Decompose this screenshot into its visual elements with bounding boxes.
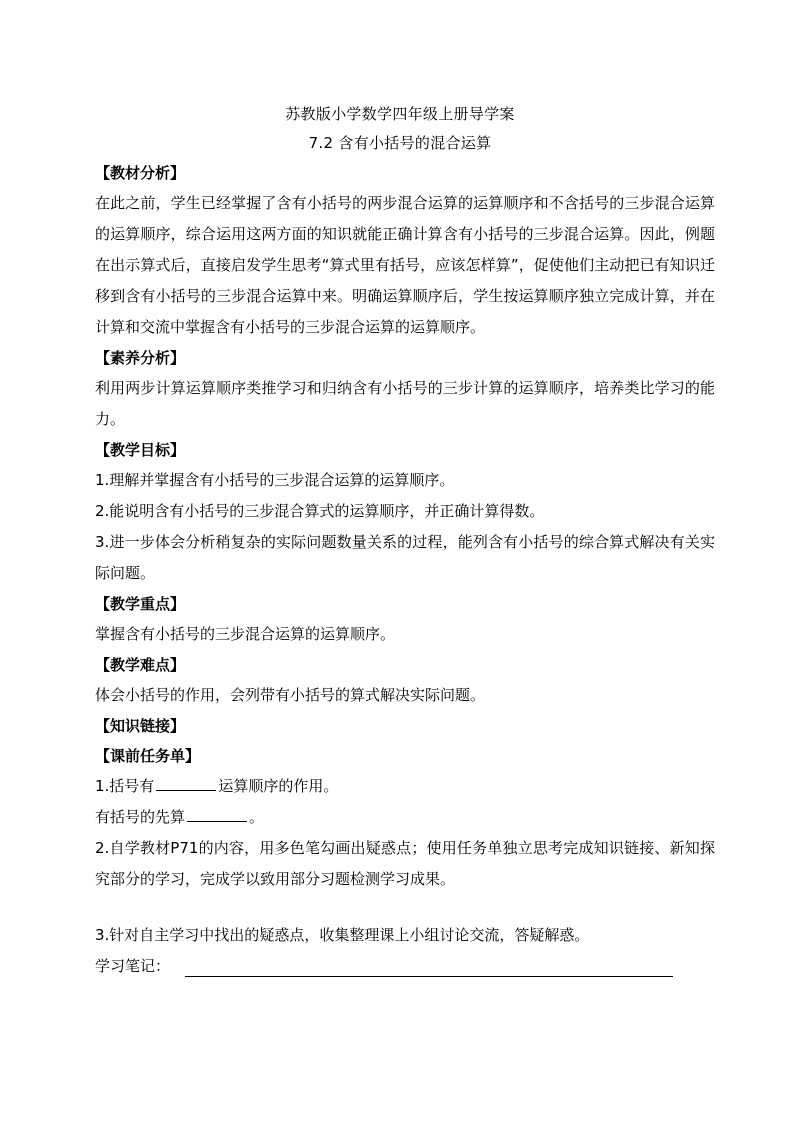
goals-heading: 【教学目标】 — [95, 441, 186, 459]
difficulties-heading: 【教学难点】 — [95, 656, 186, 674]
literacy-heading: 【素养分析】 — [95, 349, 186, 367]
spacer — [95, 895, 715, 920]
literacy-text: 利用两步计算运算顺序类推学习和归纳含有小括号的三步计算的运算顺序，培养类比学习的能力。 — [95, 379, 715, 428]
fill-blank[interactable] — [187, 805, 247, 822]
analysis-heading: 【教材分析】 — [95, 164, 186, 182]
key-points-heading: 【教学重点】 — [95, 595, 186, 613]
goal-item: 3.进一步体会分析稍复杂的实际问题数量关系的过程，能列含有小括号的综合算式解决有关实际问题。 — [95, 533, 715, 582]
document-content — [95, 100, 715, 982]
notes-row — [95, 951, 715, 982]
task-item-1b — [95, 802, 715, 833]
fill-blank[interactable] — [156, 774, 216, 791]
tasks-heading: 【课前任务单】 — [95, 747, 201, 765]
task-item-3: 3.针对自主学习中找出的疑惑点，收集整理课上小组讨论交流，答疑解惑。 — [95, 926, 590, 944]
task-item-1-prefix: 1.括号有 — [95, 777, 155, 795]
lesson-subtitle: 7.2 含有小括号的混合运算 — [308, 134, 492, 152]
key-points-text: 掌握含有小括号的三步混合运算的运算顺序。 — [95, 625, 396, 643]
document-title: 苏教版小学数学四年级上册导学案 — [285, 105, 515, 123]
task-item-2: 2.自学教材P71的内容，用多色笔勾画出疑惑点；使用任务单独立思考完成知识链接、新知探究部分的学习，完成学以致用部分习题检测学习成果。 — [95, 839, 715, 888]
task-item-1-suffix: 运算顺序的作用。 — [218, 777, 339, 795]
notes-writing-line[interactable] — [185, 976, 673, 977]
difficulties-text: 体会小括号的作用，会列带有小括号的算式解决实际问题。 — [95, 686, 486, 704]
task-item-1b-suffix: 。 — [249, 808, 265, 826]
goal-item: 1.理解并掌握含有小括号的三步混合运算的运算顺序。 — [95, 471, 455, 489]
knowledge-links-heading: 【知识链接】 — [95, 717, 186, 735]
analysis-text: 在此之前，学生已经掌握了含有小括号的两步混合运算的运算顺序和不含括号的三步混合运算的运算顺序，综合运用这两方面的知识就能正确计算含有小括号的三步混合运算。因此，例题在出示算式后，直接启发学生思考“算式里有括号，应该怎样算”，促使他们主动把已有知识迁移到含有小括号的三步混合运算中来。明确运算顺序后，学生按运算顺序独立完成计算，并在计算和交流中掌握含有小括号的三步混合运算的运算顺序。 — [95, 194, 715, 336]
task-item-1b-prefix: 有括号的先算 — [95, 808, 186, 826]
goal-item: 2.能说明含有小括号的三步混合算式的运算顺序，并正确计算得数。 — [95, 502, 545, 520]
task-item-1 — [95, 771, 715, 802]
notes-label: 学习笔记： — [95, 957, 171, 975]
